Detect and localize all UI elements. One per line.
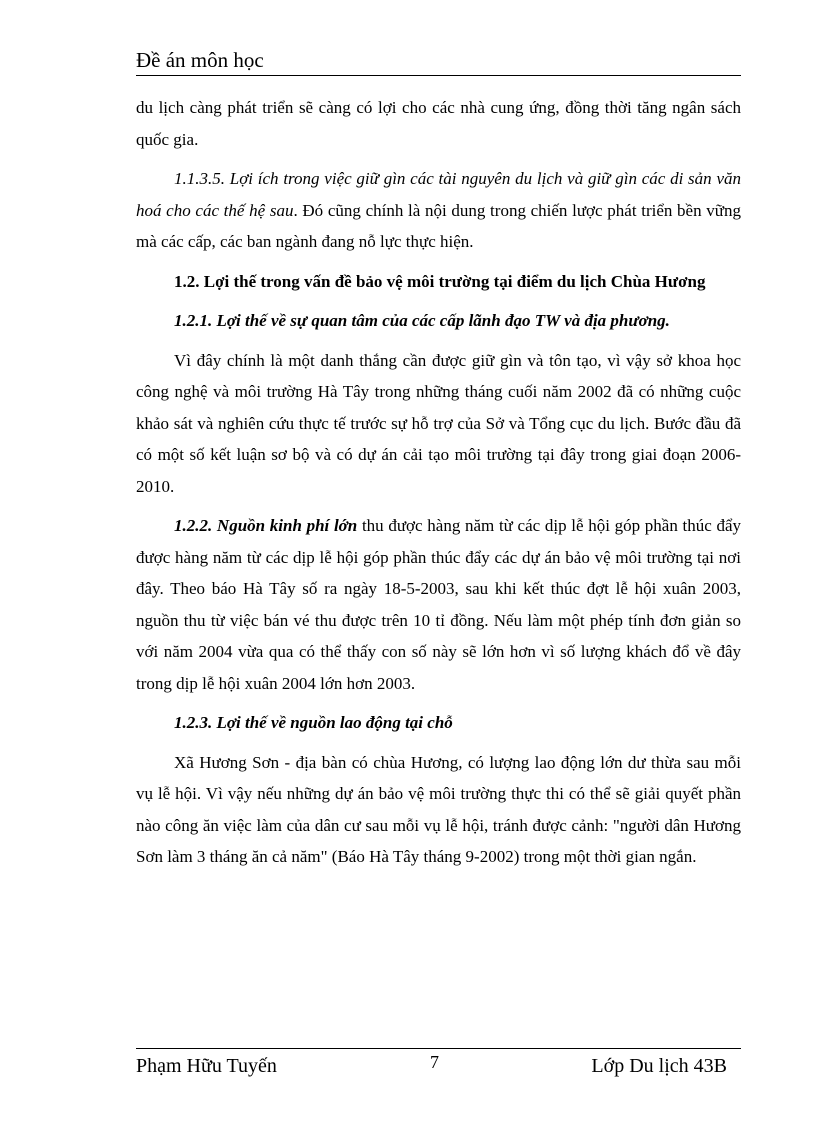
page-footer: [136, 1048, 741, 1079]
page-number: 7: [430, 1052, 439, 1072]
section-heading-1-2-1: 1.2.1. Lợi thế về sự quan tâm của các cấp lãnh đạo TW và địa phương.: [174, 311, 670, 330]
paragraph-1-2-1: Vì đây chính là một danh thắng cần được giữ gìn và tôn tạo, vì vậy sở khoa học công nghệ và môi trường Hà Tây trong những tháng cuối năm 2002 đã có những cuộc khảo sát và nghiên cứu thực tế trước sự hỗ trợ của Sở và Tổng cục du lịch. Bước đầu đã có một số kết luận sơ bộ và có dự án cải tạo môi trường tại đây trong giai đoạn 2006-2010.: [136, 350, 741, 496]
header-title: Đề án môn học: [136, 48, 264, 72]
paragraph-1-1-3-5: [136, 163, 741, 258]
paragraph-intro: du lịch càng phát triển sẽ càng có lợi cho các nhà cung ứng, đồng thời tăng ngân sách quốc gia.: [136, 98, 741, 149]
section-heading-1-2-2: 1.2.2. Nguồn kinh phí lớn: [174, 516, 358, 535]
paragraph-1-1-3-5-text: . Đó cũng chính là nội dung trong chiến lược phát triển bền vững mà các cấp, các ban ngành đang nỗ lực thực hiện.: [136, 200, 741, 251]
paragraph-1-2-2: [136, 510, 741, 699]
document-body: [136, 92, 741, 873]
section-heading-1-2-3: 1.2.3. Lợi thế về nguồn lao động tại chỗ: [174, 713, 453, 732]
footer-class-name: Lớp Du lịch 43B: [591, 1055, 727, 1077]
page-header: [136, 42, 741, 76]
section-heading-1-1-3-5: 1.1.3.5. Lợi ích trong việc giữ gìn các tài nguyên du lịch và giữ gìn các di sản văn hoá cho các thế hệ sau: [136, 169, 741, 220]
footer-author: Phạm Hữu Tuyến: [136, 1055, 277, 1077]
section-heading-1-2: 1.2. Lợi thế trong vấn đề bảo vệ môi trường tại điểm du lịch Chùa Hương: [174, 271, 706, 291]
paragraph-1-2-3: Xã Hương Sơn - địa bàn có chùa Hương, có lượng lao động lớn dư thừa sau mỗi vụ lễ hội. Vì vậy nếu những dự án bảo vệ môi trường thực thi có thể sẽ giải quyết phần nào công ăn việc làm của dân cư sau mỗi vụ lễ hội, tránh được cảnh: "người dân Hương Sơn làm 3 tháng ăn cả năm" (Báo Hà Tây tháng 9-2002) trong một thời gian ngắn.: [136, 752, 741, 866]
paragraph-1-2-2-text: thu được hàng năm từ các dịp lễ hội góp phần thúc đẩy được hàng năm từ các dịp lễ hội góp phần thúc đẩy các dự án bảo vệ môi trường tại nơi đây. Theo báo Hà Tây số ra ngày 18-5-2003, sau khi kết thúc đợt lễ hội xuân 2003, nguồn thu từ việc bán vé thu được trên 10 tỉ đồng. Nếu làm một phép tính đơn giản so với năm 2004 vừa qua có thể thấy con số này sẽ lớn hơn vì số lượng khách đổ về đây trong dịp lễ hội xuân 2004 lớn hơn 2003.: [136, 516, 742, 693]
